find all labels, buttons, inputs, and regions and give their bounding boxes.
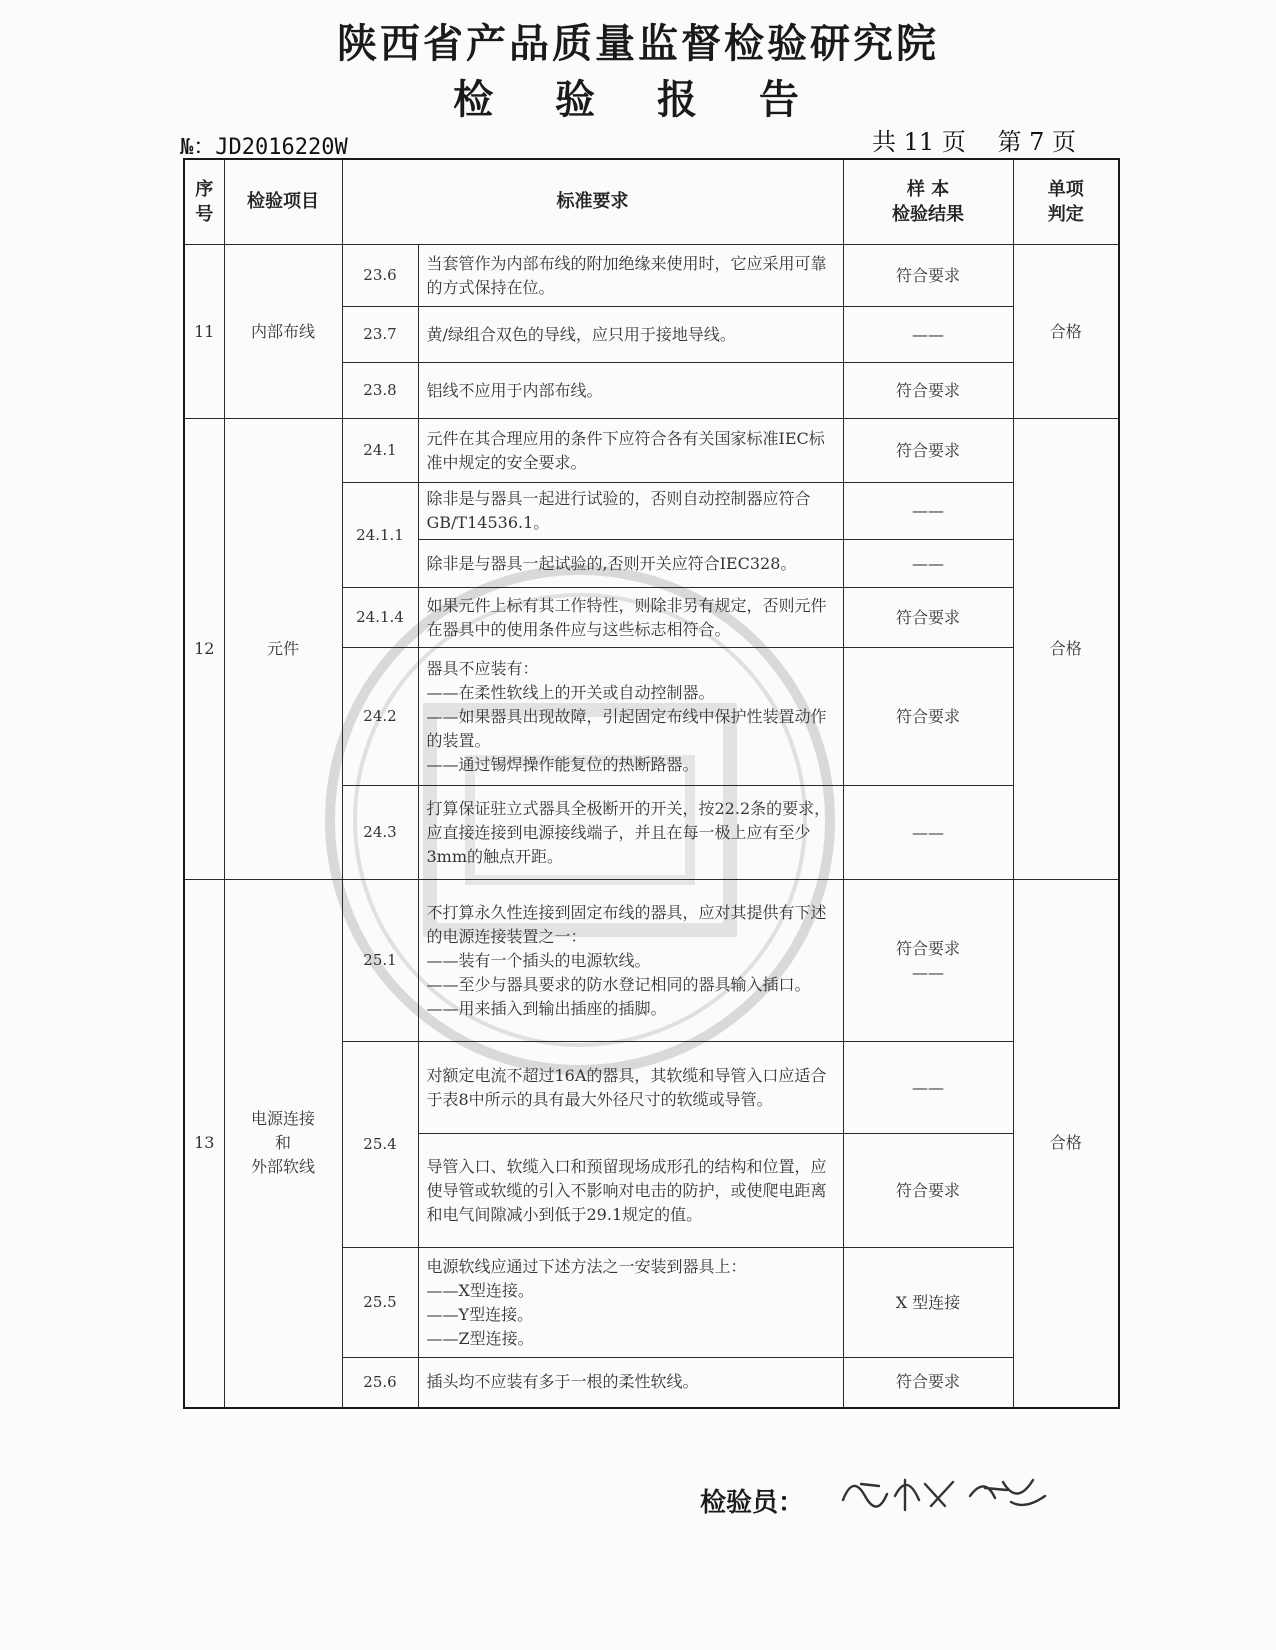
- requirement-text: [418, 363, 843, 419]
- requirement-text: [418, 588, 843, 648]
- group-seq: 11: [184, 245, 224, 419]
- page-counter: [848, 122, 1076, 157]
- group-verdict: 合格: [1013, 419, 1119, 880]
- requirement-text: [418, 786, 843, 880]
- result-cell: ——: [843, 307, 1013, 363]
- requirement-line: 对额定电流不超过16A的器具，其软缆和导管入口应适合于表8中所示的具有最大外径尺寸的软缆或导管。: [426, 1065, 827, 1109]
- clause-number: 24.2: [342, 648, 418, 786]
- table-row: [184, 419, 1119, 483]
- requirement-text: [418, 1042, 843, 1134]
- header-verdict: 单项 判定: [1013, 159, 1119, 245]
- clause-number: 25.1: [342, 880, 418, 1042]
- requirement-text: [418, 540, 843, 588]
- requirement-line: ——至少与器具要求的防水登记相同的器具输入插口。: [426, 974, 811, 994]
- requirement-line: ——用来插入到输出插座的插脚。: [426, 998, 667, 1018]
- requirement-line: 不打算永久性连接到固定布线的器具，应对其提供有下述的电源连接装置之一：: [426, 902, 827, 946]
- clause-number: 23.7: [342, 307, 418, 363]
- inspector-signature-icon: [835, 1466, 1055, 1520]
- requirement-line: 铝线不应用于内部布线。: [426, 380, 603, 400]
- result-cell: 符合要求 ——: [843, 880, 1013, 1042]
- inspector-label: 检验员：: [700, 1488, 805, 1518]
- group-seq: 12: [184, 419, 224, 880]
- requirement-line: 导管入口、软缆入口和预留现场成形孔的结构和位置，应使导管或软缆的引入不影响对电击的防护，或使爬电距离和电气间隙减小到低于29.1规定的值。: [426, 1156, 827, 1224]
- requirement-text: [418, 419, 843, 483]
- table-header-row: [184, 159, 1119, 245]
- requirement-line: 除非是与器具一起试验的,否则开关应符合IEC328。: [426, 553, 797, 573]
- result-cell: ——: [843, 483, 1013, 540]
- group-item: 内部布线: [224, 245, 342, 419]
- report-title: 检 验 报 告: [453, 76, 823, 123]
- requirement-line: 电源软线应通过下述方法之一安装到器具上：: [426, 1256, 747, 1276]
- clause-number: 25.5: [342, 1248, 418, 1358]
- clause-number: 24.1.4: [342, 588, 418, 648]
- clause-number: 23.6: [342, 245, 418, 307]
- group-item: 电源连接 和 外部软线: [224, 880, 342, 1408]
- clause-number: 24.1.1: [342, 483, 418, 588]
- requirement-line: 除非是与器具一起进行试验的，否则自动控制器应符合GB/T14536.1。: [426, 489, 811, 532]
- requirement-line: ——装有一个插头的电源软线。: [426, 950, 651, 970]
- requirement-line: 元件在其合理应用的条件下应符合各有关国家标准IEC标准中规定的安全要求。: [426, 428, 825, 472]
- requirement-line: ——通过锡焊操作能复位的热断路器。: [426, 754, 699, 774]
- total-pages: 共 11 页: [872, 128, 966, 156]
- header-result: 样 本 检验结果: [843, 159, 1013, 245]
- result-cell: 符合要求: [843, 648, 1013, 786]
- table-row: [184, 880, 1119, 1042]
- result-cell: ——: [843, 786, 1013, 880]
- result-cell: 符合要求: [843, 363, 1013, 419]
- inspection-table: [183, 158, 1120, 1409]
- requirement-line: ——Z型连接。: [426, 1328, 534, 1348]
- clause-number: 24.1: [342, 419, 418, 483]
- header-item: 检验项目: [224, 159, 342, 245]
- requirement-line: ——X型连接。: [426, 1280, 534, 1300]
- requirement-text: [418, 1134, 843, 1248]
- requirement-line: ——Y型连接。: [426, 1304, 534, 1324]
- requirement-text: [418, 245, 843, 307]
- institute-name: 陕西省产品质量监督检验研究院: [337, 20, 939, 67]
- requirement-line: ——在柔性软线上的开关或自动控制器。: [426, 682, 715, 702]
- result-cell: 符合要求: [843, 588, 1013, 648]
- group-verdict: 合格: [1013, 245, 1119, 419]
- result-cell: 符合要求: [843, 245, 1013, 307]
- requirement-text: [418, 880, 843, 1042]
- requirement-line: 黄/绿组合双色的导线，应只用于接地导线。: [426, 324, 736, 344]
- table-row: [184, 245, 1119, 307]
- clause-number: 23.8: [342, 363, 418, 419]
- result-cell: 符合要求: [843, 1134, 1013, 1248]
- clause-number: 25.4: [342, 1042, 418, 1248]
- requirement-line: 当套管作为内部布线的附加绝缘来使用时，它应采用可靠的方式保持在位。: [426, 253, 827, 297]
- requirement-text: [418, 483, 843, 540]
- result-cell: 符合要求: [843, 419, 1013, 483]
- requirement-text: [418, 307, 843, 363]
- group-seq: 13: [184, 880, 224, 1408]
- result-cell: ——: [843, 540, 1013, 588]
- result-cell: 符合要求: [843, 1358, 1013, 1408]
- requirement-text: [418, 648, 843, 786]
- header-requirement: 标准要求: [342, 159, 843, 245]
- requirement-line: ——如果器具出现故障，引起固定布线中保护性装置动作的装置。: [426, 706, 827, 750]
- report-number: №：JD2016220W: [180, 135, 348, 160]
- result-cell: ——: [843, 1042, 1013, 1134]
- requirement-line: 插头均不应装有多于一根的柔性软线。: [426, 1372, 699, 1392]
- clause-number: 25.6: [342, 1358, 418, 1408]
- clause-number: 24.3: [342, 786, 418, 880]
- header-seq: 序号: [184, 159, 224, 245]
- group-item: 元件: [224, 419, 342, 880]
- requirement-text: [418, 1248, 843, 1358]
- requirement-line: 打算保证驻立式器具全极断开的开关，按22.2条的要求，应直接连接到电源接线端子，并且在每一极上应有至少3mm的触点开距。: [426, 798, 831, 866]
- result-cell: X 型连接: [843, 1248, 1013, 1358]
- page-number: 第 7 页: [997, 128, 1076, 156]
- group-verdict: 合格: [1013, 880, 1119, 1408]
- requirement-line: 如果元件上标有其工作特性，则除非另有规定，否则元件在器具中的使用条件应与这些标志相符合。: [426, 595, 827, 639]
- requirement-text: [418, 1358, 843, 1408]
- requirement-line: 器具不应装有：: [426, 658, 539, 678]
